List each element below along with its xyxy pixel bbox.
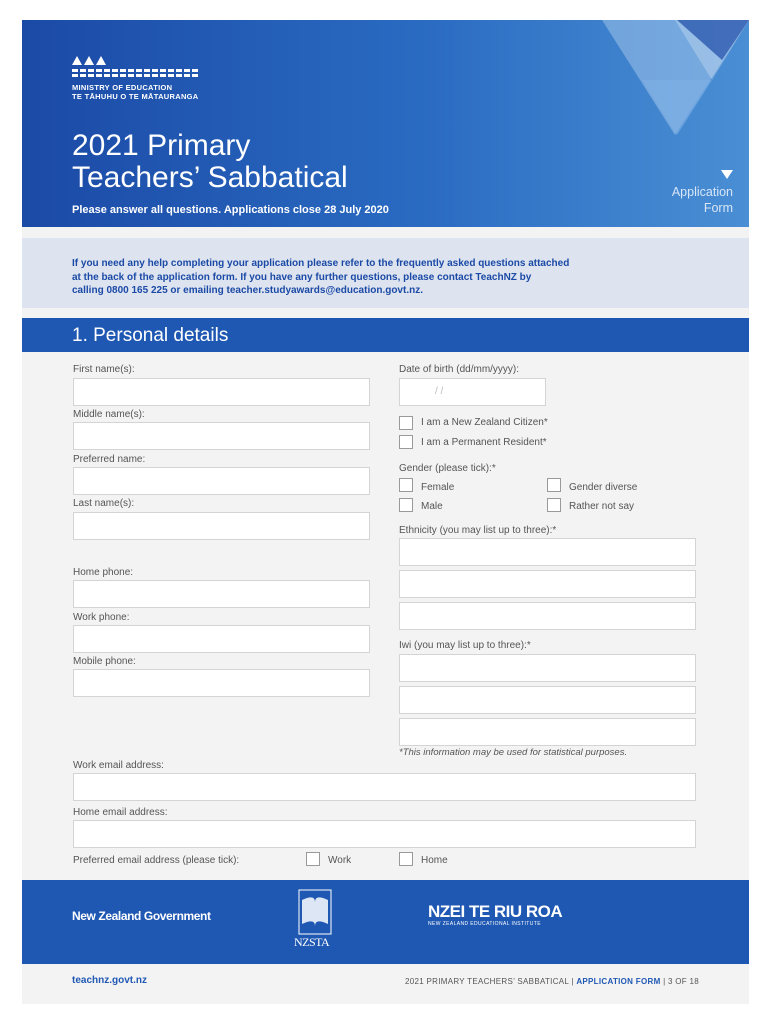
- permanent-resident-checkbox[interactable]: [399, 435, 413, 449]
- preferred-home-label: Home: [421, 855, 448, 866]
- gender-diverse-checkbox[interactable]: [547, 478, 561, 492]
- nz-citizen-checkbox[interactable]: [399, 416, 413, 430]
- preferred-name-input[interactable]: [73, 467, 370, 495]
- female-checkbox[interactable]: [399, 478, 413, 492]
- iwi-input-3[interactable]: [399, 718, 696, 746]
- mobile-phone-input[interactable]: [73, 669, 370, 697]
- preferred-work-checkbox[interactable]: [306, 852, 320, 866]
- work-phone-label: Work phone:: [73, 612, 130, 623]
- female-label: Female: [421, 482, 455, 493]
- mobile-phone-label: Mobile phone:: [73, 656, 136, 667]
- middle-name-label: Middle name(s):: [73, 409, 145, 420]
- nzsta-logo-text: NZSTA: [294, 935, 330, 949]
- gender-diverse-label: Gender diverse: [569, 482, 638, 493]
- form-page: [22, 20, 749, 1004]
- dob-separators: / /: [435, 386, 444, 397]
- male-checkbox[interactable]: [399, 498, 413, 512]
- gender-label: Gender (please tick):*: [399, 463, 496, 474]
- partner-logos-bar: [22, 880, 749, 964]
- nzei-subtitle: NEW ZEALAND EDUCATIONAL INSTITUTE: [428, 921, 541, 927]
- last-name-input[interactable]: [73, 512, 370, 540]
- ministry-maori-name: TE TĀHUHU O TE MĀTAURANGA: [72, 92, 199, 101]
- decorative-triangles: [22, 20, 749, 227]
- home-phone-input[interactable]: [73, 580, 370, 608]
- home-email-input[interactable]: [73, 820, 696, 848]
- iwi-label: Iwi (you may list up to three):*: [399, 640, 531, 651]
- ethnicity-input-3[interactable]: [399, 602, 696, 630]
- footer-separator: |: [571, 977, 574, 986]
- nz-government-logo: New Zealand Government: [72, 909, 211, 923]
- website-link[interactable]: teachnz.govt.nz: [72, 975, 148, 986]
- preferred-work-label: Work: [328, 855, 352, 866]
- first-name-label: First name(s):: [73, 364, 135, 375]
- footer-form-name: APPLICATION FORM: [576, 977, 661, 986]
- work-email-input[interactable]: [73, 773, 696, 801]
- ethnicity-input-1[interactable]: [399, 538, 696, 566]
- iwi-input-1[interactable]: [399, 654, 696, 682]
- rather-not-say-label: Rather not say: [569, 501, 635, 512]
- home-phone-label: Home phone:: [73, 567, 134, 578]
- last-name-label: Last name(s):: [73, 498, 135, 509]
- section-heading-personal-details: 1. Personal details: [22, 318, 749, 352]
- rather-not-say-checkbox[interactable]: [547, 498, 561, 512]
- ethnicity-input-2[interactable]: [399, 570, 696, 598]
- footer-separator: |: [663, 977, 666, 986]
- home-email-label: Home email address:: [73, 807, 168, 818]
- preferred-home-checkbox[interactable]: [399, 852, 413, 866]
- work-phone-input[interactable]: [73, 625, 370, 653]
- dob-label: Date of birth (dd/mm/yyyy):: [399, 364, 520, 375]
- deadline-subtitle: Please answer all questions. Applications close 28 July 2020: [72, 204, 389, 216]
- preferred-name-label: Preferred name:: [73, 454, 146, 465]
- statistical-note: *This information may be used for statistical purposes.: [399, 747, 628, 758]
- male-label: Male: [421, 501, 443, 512]
- application-form-label: Application Form: [671, 185, 733, 215]
- help-info-box: If you need any help completing your application please refer to the frequently asked questions attached at the back of the application form. If you have any further questions, please contact TeachNZ by calling 0800 165 225 or emailing teacher.studyawards@education.govt.nz.: [22, 238, 749, 308]
- first-name-input[interactable]: [73, 378, 370, 406]
- preferred-email-label: Preferred email address (please tick):: [73, 855, 240, 866]
- down-arrow-icon: [721, 170, 733, 180]
- permanent-resident-label: I am a Permanent Resident*: [421, 437, 547, 448]
- ethnicity-label: Ethnicity (you may list up to three):*: [399, 525, 557, 536]
- ministry-logo: [72, 56, 212, 101]
- middle-name-input[interactable]: [73, 422, 370, 450]
- page-title: 2021 Primary Teachers’ Sabbatical: [72, 129, 348, 194]
- footer-doc-title: 2021 PRIMARY TEACHERS’ SABBATICAL: [404, 977, 569, 986]
- iwi-input-2[interactable]: [399, 686, 696, 714]
- dob-input[interactable]: [399, 378, 546, 406]
- ministry-name: MINISTRY OF EDUCATION: [72, 83, 173, 92]
- header-banner: [22, 20, 749, 227]
- work-email-label: Work email address:: [73, 760, 164, 771]
- page-number: 3 OF 18: [667, 977, 699, 986]
- nzei-logo: NZEI TE RIU ROA: [428, 902, 563, 921]
- page-footer: [405, 977, 699, 986]
- nz-citizen-label: I am a New Zealand Citizen*: [421, 417, 548, 428]
